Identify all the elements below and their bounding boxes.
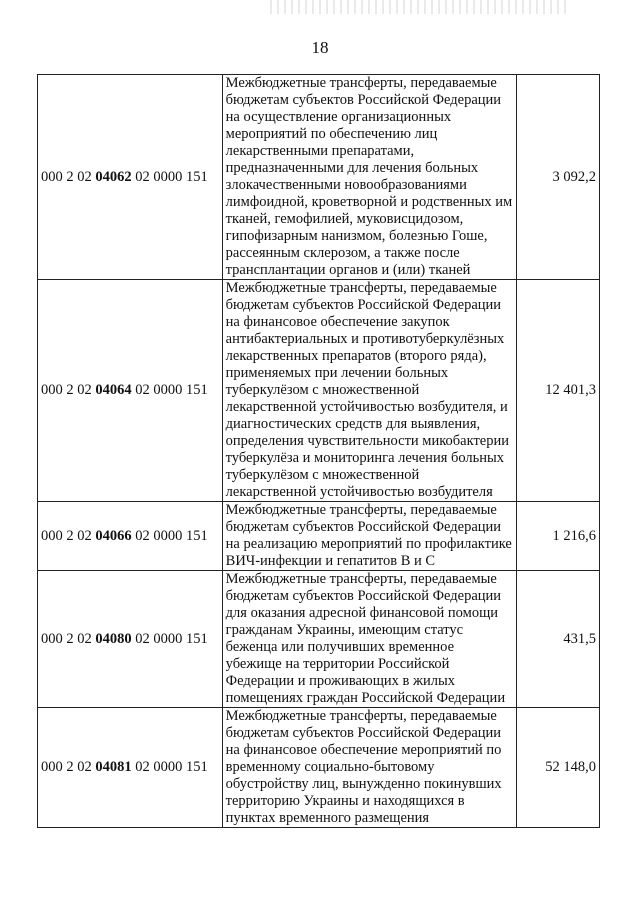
description-cell [222, 571, 516, 708]
budget-code-cell [38, 571, 223, 708]
description-line: предназначенными для лечения больных [225, 160, 479, 176]
description-line: Межбюджетные трансферты, передаваемые [225, 280, 497, 296]
description-line: на реализацию мероприятий по профилактике [225, 536, 512, 552]
table-row [38, 502, 600, 571]
budget-code-bold: 04062 [95, 168, 132, 185]
budget-code-bold: 04066 [95, 527, 132, 544]
budget-code-suffix: 02 0000 151 [131, 630, 208, 647]
description-line: бюджетам субъектов Российской Федерации [225, 725, 502, 741]
budget-code-cell [38, 75, 223, 280]
description-line: бюджетам субъектов Российской Федерации [225, 519, 502, 535]
table-row [38, 280, 600, 502]
budget-code-prefix: 000 2 02 [41, 630, 96, 647]
description-line: туберкулёзом с множественной [225, 467, 420, 483]
description-line: пунктах временного размещения [225, 810, 430, 826]
description-line: бюджетам субъектов Российской Федерации [225, 92, 502, 108]
description-line: на финансовое обеспечение мероприятий по [225, 742, 502, 758]
scan-artifact [270, 0, 570, 14]
description-line: ВИЧ-инфекции и гепатитов В и С [225, 553, 436, 569]
description-line: лекарственными препаратами, [225, 143, 415, 159]
description-line: бюджетам субъектов Российской Федерации [225, 588, 502, 604]
budget-code-prefix: 000 2 02 [41, 168, 96, 185]
description-line: мероприятий по обеспечению лиц [225, 126, 438, 142]
budget-code-prefix: 000 2 02 [41, 382, 96, 398]
description-line: бюджетам субъектов Российской Федерации [225, 297, 502, 313]
description-line: Межбюджетные трансферты, передаваемые [225, 502, 497, 518]
description-line: рассеянным склерозом, а также после [225, 245, 460, 261]
description-line: Федерации и проживающих в жилых [225, 673, 456, 689]
budget-code-cell [38, 280, 223, 502]
description-line: обустройству лиц, вынужденно покинувших [225, 776, 502, 792]
budget-table [37, 74, 600, 828]
description-line: злокачественными новообразованиями [225, 177, 467, 193]
description-line: лекарственной устойчивостью возбудителя [225, 484, 493, 500]
table-row [38, 75, 600, 280]
description-cell [222, 75, 516, 280]
description-line: применяемых при лечении больных [225, 365, 449, 381]
description-line: на финансовое обеспечение закупок [225, 314, 450, 330]
description-line: временному социально-бытовому [225, 759, 435, 775]
description-line: Межбюджетные трансферты, передаваемые [225, 571, 497, 587]
amount-cell: 3 092,2 [516, 75, 599, 280]
table-row [38, 708, 600, 828]
table-body [38, 75, 600, 828]
description-cell [222, 280, 516, 502]
description-cell [222, 708, 516, 828]
amount-cell: 431,5 [516, 571, 599, 708]
amount-cell: 52 148,0 [516, 708, 599, 828]
budget-code-suffix: 02 0000 151 [131, 759, 208, 775]
description-line: туберкулёза и мониторинга лечения больных [225, 450, 505, 466]
description-line: диагностических средств для выявления, [225, 416, 481, 432]
table-row [38, 571, 600, 708]
budget-code-suffix: 02 0000 151 [131, 168, 208, 185]
description-line: гражданам Украины, имеющим статус [225, 622, 464, 638]
description-line: тканей, гемофилией, муковисцидозом, [225, 211, 464, 227]
budget-code-prefix: 000 2 02 [41, 759, 96, 775]
description-line: на осуществление организационных [225, 109, 452, 125]
budget-code-prefix: 000 2 02 [41, 527, 96, 544]
description-line: для оказания адресной финансовой помощи [225, 605, 499, 621]
description-line: беженца или получивших временное [225, 639, 455, 655]
budget-code-suffix: 02 0000 151 [131, 382, 208, 398]
description-line: определения чувствительности микобактерии [225, 433, 509, 449]
description-line: антибактериальных и противотуберкулёзных [225, 331, 505, 347]
amount-cell: 12 401,3 [516, 280, 599, 502]
budget-code-cell [38, 708, 223, 828]
budget-code-bold: 04080 [95, 630, 132, 647]
description-line: лимфоидной, кроветворной и родственных им [225, 194, 513, 210]
description-line: туберкулёзом с множественной [225, 382, 420, 398]
description-line: убежище на территории Российской [225, 656, 450, 672]
description-line: Межбюджетные трансферты, передаваемые [225, 75, 497, 91]
description-line: лекарственной устойчивостью возбудителя, и [225, 399, 508, 415]
description-line: гипофизарным нанизмом, болезнью Гоше, [225, 228, 488, 244]
description-line: помещениях граждан Российской Федерации [225, 690, 506, 706]
description-line: лекарственных препаратов (второго ряда), [225, 348, 487, 364]
description-line: Межбюджетные трансферты, передаваемые [225, 708, 497, 724]
description-cell [222, 502, 516, 571]
amount-cell: 1 216,6 [516, 502, 599, 571]
budget-code-bold: 04064 [95, 382, 132, 398]
description-line: трансплантации органов и (или) тканей [225, 262, 471, 278]
page-number: 18 [311, 38, 329, 57]
budget-code-suffix: 02 0000 151 [131, 527, 208, 544]
budget-code-cell [38, 502, 223, 571]
description-line: территорию Украины и находящихся в [225, 793, 465, 809]
budget-code-bold: 04081 [95, 759, 132, 775]
